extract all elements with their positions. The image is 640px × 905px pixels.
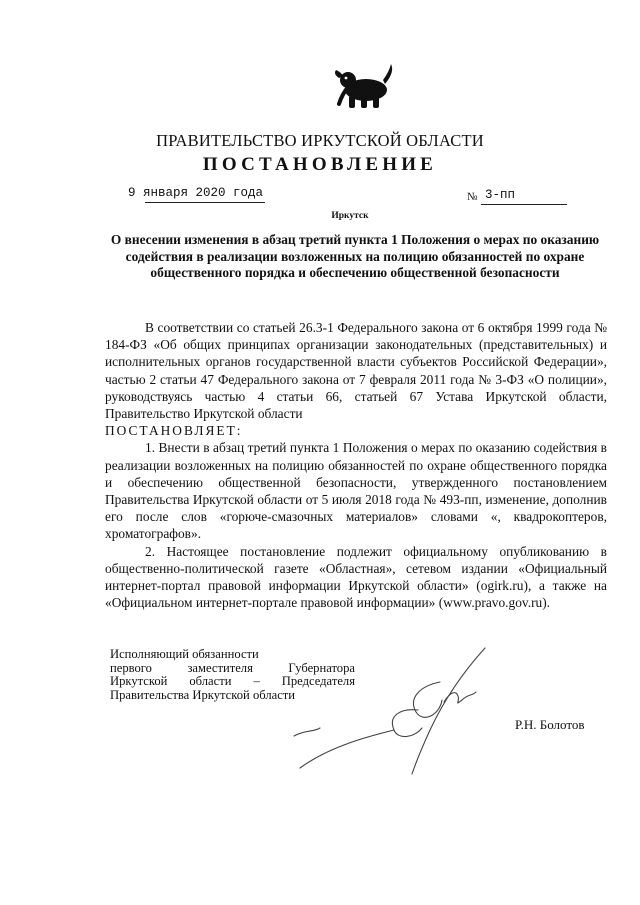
document-number: 3-пп [485,188,516,202]
item-1-paragraph: 1. Внести в абзац третий пункта 1 Положения о мерах по оказанию содействия в реализации возложенных на полицию обязанностей по охране общественного порядка и обеспечению общественной безопасности, утвержденного постановлением Правительства Иркутской области от 5 июля 2018 года № 493-пп, изменение, дополнив его после слов «горюче-смазочных материалов» словами «, квадрокоптеров, хроматографов». [105,440,607,542]
signer-line-4: Правительства Иркутской области [110,687,296,702]
resolves-label: ПОСТАНОВЛЯЕТ: [105,423,243,439]
preamble-paragraph: В соответствии со статьей 26.3-1 Федерального закона от 6 октября 1999 года № 184-ФЗ «Об общих принципах организации законодательных (представительных) и исполнительных органов государственной власти субъектов Российской Федерации», частью 2 статьи 47 Федерального закона от 7 февраля 2011 года № 3-ФЗ «О полиции», руководствуясь частью 4 статьи 66, статьей 67 Устава Иркутской области, Правительство Иркутской области [105,320,607,422]
number-sign: № [467,191,478,203]
document-heading: О внесении изменения в абзац третий пункта 1 Положения о мерах по оказанию содействия в реализации возложенных на полицию обязанностей по охране общественного порядка и обеспечению общественной безопасности [110,232,600,281]
document-type: ПОСТАНОВЛЕНИЕ [202,154,438,175]
item-2-paragraph: 2. Настоящее постановление подлежит официальному опубликованию в общественно-политической газете «Областная», сетевом издании «Официальный интернет-портал правовой информации Иркутской области» (ogirk.ru), а также на «Официальном интернет-портале правовой информации» (www.pravo.gov.ru). [105,543,607,611]
signer-line-2: первого заместителя Губернатора [110,660,355,675]
document-date: 9 января 2020 года [128,186,264,200]
city-name: Иркутск [331,211,369,221]
government-name: ПРАВИТЕЛЬСТВО ИРКУТСКОЙ ОБЛАСТИ [156,131,484,150]
signer-name: Р.Н. Болотов [515,717,585,732]
handwritten-signature [290,640,500,780]
babr-emblem-icon [333,58,397,114]
document-body [105,319,607,611]
signer-line-3: Иркутской области – Председателя [110,674,355,689]
signer-line-1: Исполняющий обязанности [110,647,259,661]
number-underline [481,204,567,205]
date-underline [145,202,265,203]
